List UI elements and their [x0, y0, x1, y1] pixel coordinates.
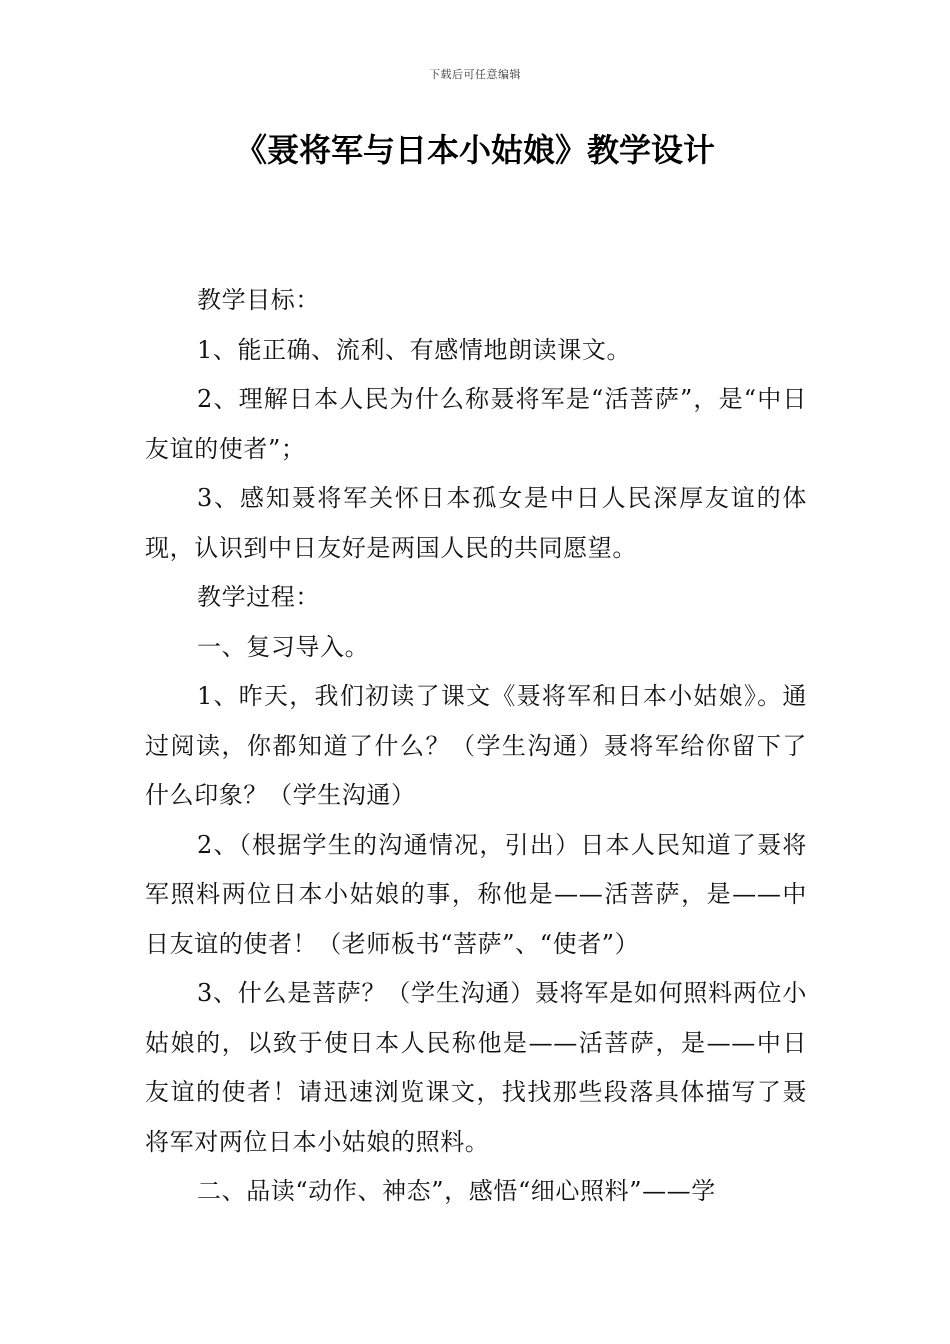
document-title: 《聂将军与日本小姑娘》教学设计: [234, 131, 715, 169]
process-step-review: 一、复习导入。: [197, 632, 370, 661]
page-header-note: 下载后可任意编辑: [429, 68, 521, 81]
objective-item-2: 2、理解日本人民为什么称聂将军是“活菩萨”，是“中日友谊的使者”；: [145, 385, 807, 463]
objective-item-3: 3、感知聂将军关怀日本孤女是中日人民深厚友谊的体现，认识到中日友好是两国人民的共同愿望。: [145, 484, 807, 562]
objective-item-1: 1、能正确、流利、有感情地朗读课文。: [197, 335, 632, 364]
process-item-2: 2、（根据学生的沟通情况，引出）日本人民知道了聂将军照料两位日本小姑娘的事，称他是——活菩萨，是——中日友谊的使者！（老师板书“菩萨”、“使者”）: [145, 830, 807, 958]
process-step-reading: 二、品读“动作、神态”，感悟“细心照料”——学: [197, 1177, 716, 1205]
document-body: [145, 276, 807, 1217]
section-heading-process: 教学过程：: [197, 583, 320, 611]
section-heading-objectives: 教学目标：: [197, 286, 320, 314]
process-item-1: 1、昨天，我们初读了课文《聂将军和日本小姑娘》。通过阅读，你都知道了什么？（学生沟通）聂将军给你留下了什么印象？（学生沟通）: [145, 682, 807, 809]
process-item-3: 3、什么是菩萨？（学生沟通）聂将军是如何照料两位小姑娘的，以致于使日本人民称他是——活菩萨，是——中日友谊的使者！请迅速浏览课文，找找那些段落具体描写了聂将军对两位日本小姑娘的照料。: [145, 979, 807, 1156]
